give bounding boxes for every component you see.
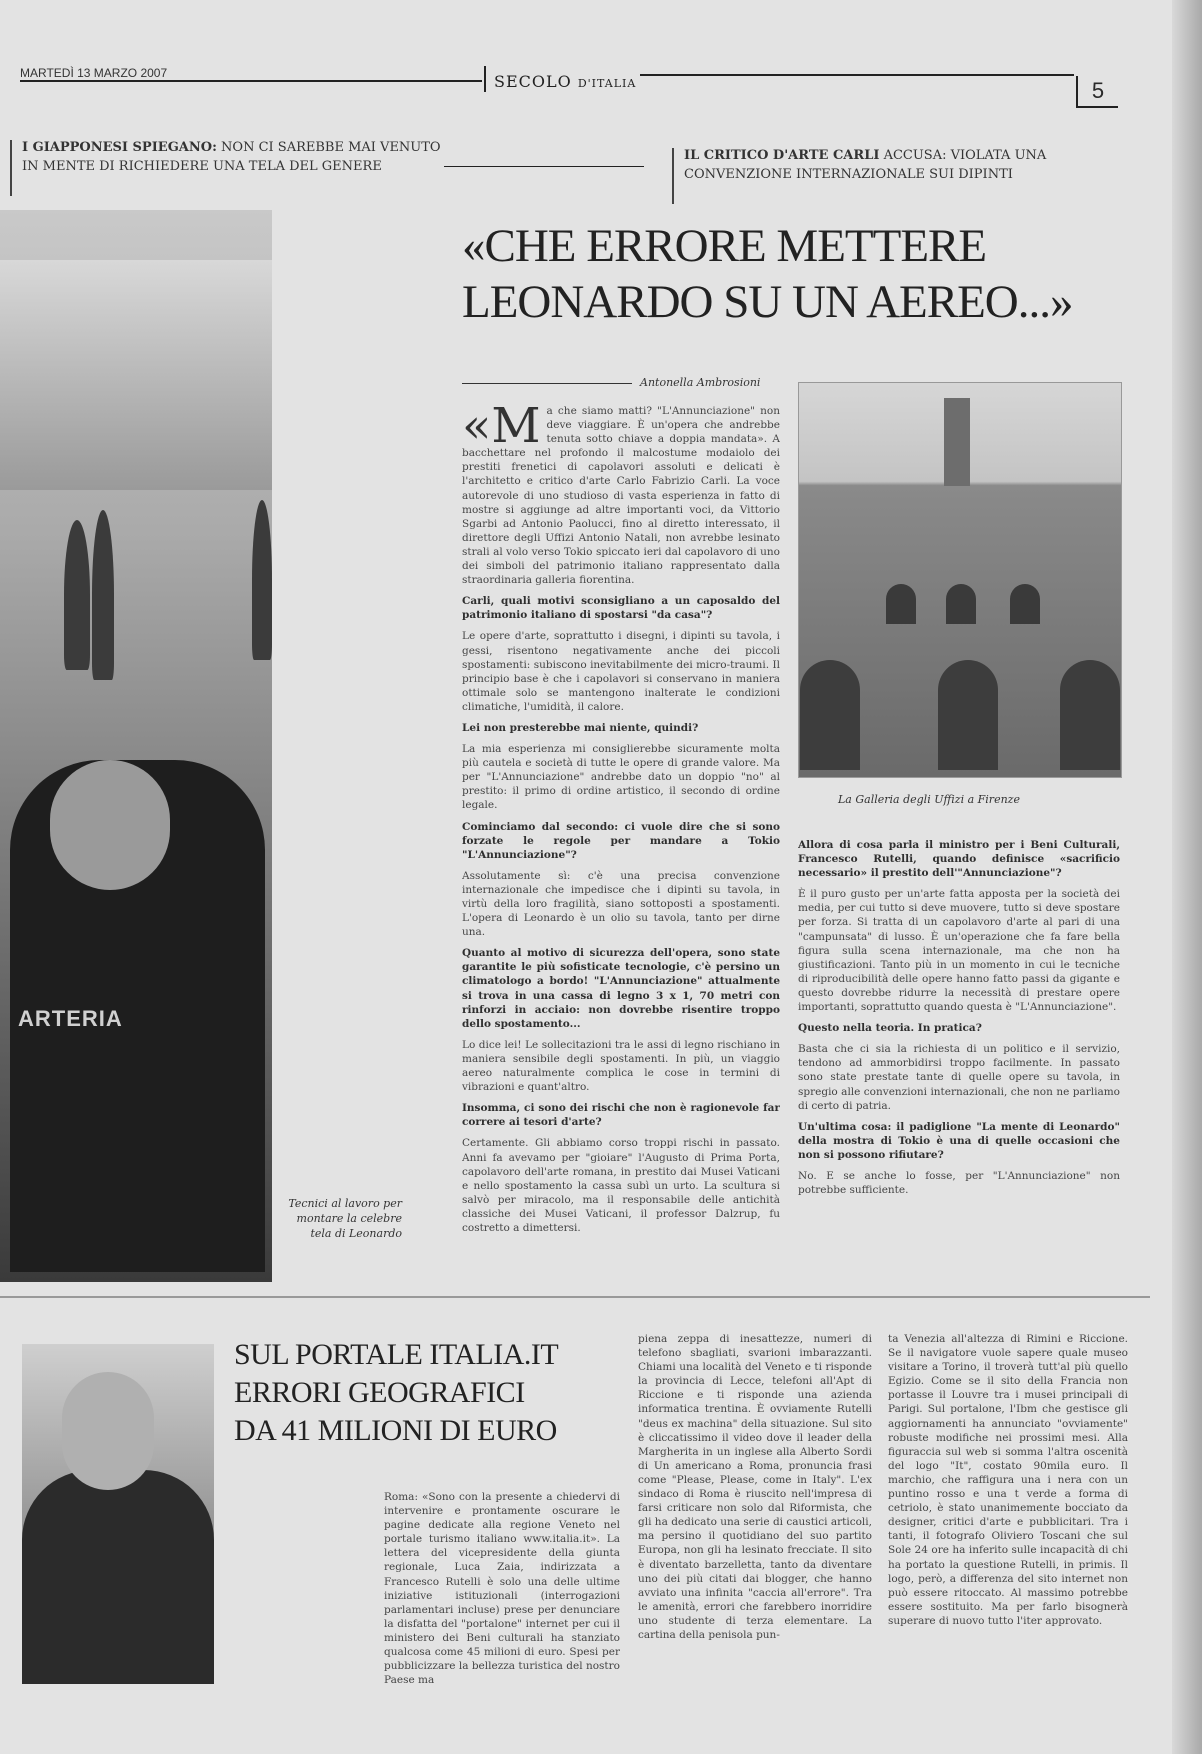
question-2: Lei non presterebbe mai niente, quindi?: [462, 721, 699, 734]
intro-text: a che siamo matti? "L'Annunciazione" non deve viaggiare. È un'opera che andrebbe tenuta sotto chiave a doppia mandata». A bacchettare nel profondo il malcostume modaiolo dei prestiti frenetici di capolavori assoluti e delicati è l'architetto e critico d'arte Carlo Fabrizio Carli. La voce autorevole di uno studioso di vasta esperienza in fatto di mostre si aggiunge ad altre importanti voci, da Vittorio Sgarbi ad Antonio Paolucci, fino al diretto interessato, il direttore degli Uffizi Antonio Natali, non avrebbe lesinato strali al volo verso Tokio spiccato ieri dal capolavoro di uno dei simboli del patrimonio italiano rappresentato dalla straordinaria galleria fiorentina.: [462, 405, 780, 587]
painted-cypress: [64, 520, 90, 670]
bottom-text-3: ta Venezia all'altezza di Rimini e Riccione. Se il navigatore vuole sapere quale museo visitare a Torino, il troverà tutt'al più quello Egizio. Come se il sito della Francia non portasse il Louvre tra i musei principali di Parigi. Sul portalone, l'Ibm che gestisce gli aggiornamenti ha annunciato "ovviamente" robuste modifiche nei prossimi mesi. Alla figuraccia sul web si somma l'altra oscenità del logo "It", costato 90mila euro. Il marchio, che raffigura una i nera con un puntino rosso e una t verde a forma di cetriolo, è stato unanimemente bocciato da designer, critici d'arte e pubblicitari. Tra i tanti, il fotografo Oliviero Toscani che sul Sole 24 ore ha inferito sulle incapacità di chi ha portato la questione Rutelli, in primis. Il logo, però, a differenza del sito internet non può essere ritoccato. Al massimo potrebbe essere sostituito. Ma per farlo bisognerà superare di nuovo tutto l'iter approvato.: [888, 1333, 1128, 1627]
headline-line-1: «CHE ERRORE METTERE: [462, 220, 987, 272]
header-rule-right: [640, 74, 1074, 76]
portico-arch: [1060, 660, 1120, 770]
bottom-headline-line-3: DA 41 MILIONI DI EURO: [234, 1414, 557, 1447]
kicker-bar: [672, 148, 674, 204]
politician-figure: [22, 1470, 214, 1684]
photo-left-caption: Tecnici al lavoro per montare la celebre tela di Leonardo: [288, 1197, 402, 1240]
kicker-right-text: ACCUSA: VIOLATA UNA CONVENZIONE INTERNAZIONALE SUI DIPINTI: [684, 148, 1047, 182]
byline: Antonella Ambrosioni: [640, 376, 761, 389]
answer-7: Basta che ci sia la richiesta di un politico e il servizio, tendono ad ammorbidirsi troppo facilmente. In passato sono state prestate tante di quelle opere su tavola, in spregio alle convenzioni internazionali, che non ne parliamo di certo di patria.: [798, 1043, 1120, 1112]
painting-frame: [0, 260, 272, 490]
answer-4: Lo dice lei! Le sollecitazioni tra le assi di legno rischiano in maniera sensibile degli spostamenti. In più, un viaggio aereo naturalmente complica le cose in termini di vibrazioni e quant'altro.: [462, 1038, 780, 1094]
portico-arch: [800, 660, 860, 770]
section-divider: [0, 1296, 1150, 1298]
jacket-lettering: ARTERIA: [18, 1006, 123, 1031]
question-7: Questo nella teoria. In pratica?: [798, 1022, 982, 1035]
palazzo-vecchio-tower: [944, 398, 970, 486]
answer-8: No. E se anche lo fosse, per "L'Annunciazione" non potrebbe sufficiente.: [798, 1169, 1120, 1197]
issue-date: MARTEDÌ 13 MARZO 2007: [20, 66, 168, 80]
answer-2: La mia esperienza mi consiglierebbe sicuramente molta più cautela e società di tutte le opere di grande valore. Ma per "L'Annunciazione" andrebbe dato un doppio "no" al prestito: il primo di ordine artistico, il secondo di ordine legale.: [462, 743, 780, 812]
answer-1: Le opere d'arte, soprattutto i disegni, i dipinti su tavola, i gessi, risentono negativamente anche dei piccoli spostamenti: subiscono inevitabilmente dei micro-traumi. Il principio base è che i capolavori si conservano in maniera ottimale solo se mantengono inalterate le condizioni climatiche, l'umidità, il calore.: [462, 630, 780, 713]
answer-5: Certamente. Gli abbiamo corso troppi rischi in passato. Anni fa avevamo per "gioiare" l'Augusto di Prima Porta, capolavoro dell'arte romana, in prestito dai Musei Vaticani e nello spostamento la cassa subì un urto. La scultura si salvò per miracolo, ma il responsabile delle antichità classiche dei Musei Vaticani, il professor Dalzrup, fu costretto a dimettersi.: [462, 1137, 780, 1234]
answer-6: È il puro gusto per un'arte fatta apposta per la società dei media, per cui tutto si deve muovere, tutto si deve spostare per forza. Si tratta di un capolavoro d'arte al pari di una "campunsata" di lusso. È un'operazione che fa fare bella figura sulla scena internazionale, ma che non ha giustificazioni. Tanto più in un momento in cui le tecniche di riproducibilità delle opere hanno fatto passi da gigante e questo dovrebbe ridurre la necessità di prestare opere importanti, soprattutto quando questa è "L'Annunciazione".: [798, 888, 1120, 1014]
page-number: 5: [1076, 76, 1118, 108]
header-rule-left: [20, 80, 482, 82]
kicker-right-bold: IL CRITICO D'ARTE CARLI: [684, 148, 880, 163]
bottom-column-3: [888, 1332, 1128, 1734]
answer-3: Assolutamente sì: c'è una precisa convenzione internazionale che impedisce che i dipinti su tavola, in virtù della loro fragilità, siano sottoposti a spostamenti. L'opera di Leonardo è un olio su tavola, tanto per dirne una.: [462, 869, 780, 939]
page-edge-shadow: [1172, 0, 1202, 1754]
masthead: [494, 72, 636, 91]
article-column-1: [462, 404, 780, 1270]
kicker-rule: [444, 166, 644, 167]
painted-cypress: [252, 500, 272, 660]
portico-arch: [938, 660, 998, 770]
article-intro: [462, 404, 780, 587]
kicker-bar: [10, 140, 12, 196]
article-column-2: [798, 838, 1120, 1270]
question-8: Un'ultima cosa: il padiglione "La mente di Leonardo" della mostra di Tokio è una di quelle occasioni che non si possono rifiutare?: [798, 1120, 1120, 1161]
headline-line-2: LEONARDO SU UN AEREO...»: [462, 276, 1073, 328]
dropcap: «M: [462, 404, 541, 454]
bottom-column-2: [638, 1332, 872, 1734]
question-4: Quanto al motivo di sicurezza dell'opera, sono state garantite le più sofisticate tecnologie, c'è persino un climatologo a bordo! "L'Annunciazione" attualmente si trova in una cassa di legno 3 x 1, 70 metri con rinforzi in acciaio: non dovrebbe risentire troppo dello spostamento...: [462, 947, 780, 1030]
bottom-text-1: Roma: «Sono con la presente a chiedervi di intervenire e prontamente oscurare le pagine dedicate alla regione Veneto nel portale turismo italiano www.italia.it». La lettera del vicepresidente della giunta regionale, Luca Zaia, indirizzata a Francesco Rutelli è solo una delle ultime iniziative istituzionali (interrogazioni parlamentari incluse) prese per denunciare la disfatta del "portalone" internet per cui il ministero dei Beni culturali ha stanziato qualcosa come 45 milioni di euro. Spesi per pubblicizzare la bellezza turistica del nostro Paese ma: [384, 1491, 620, 1687]
question-1: Carli, quali motivi sconsigliano a un caposaldo del patrimonio italiano di spostarsi "da casa"?: [462, 595, 780, 622]
question-3: Cominciamo dal secondo: ci vuole dire che si sono forzate le regole per mandare a Tokio "L'Annunciazione"?: [462, 820, 780, 861]
bottom-headline-line-1: SUL PORTALE ITALIA.IT: [234, 1338, 559, 1371]
bottom-headline-line-2: ERRORI GEOGRAFICI: [234, 1376, 525, 1409]
painted-cypress: [92, 510, 114, 680]
article-headline: [462, 218, 1073, 330]
masthead-main: SECOLO: [494, 72, 572, 91]
bottom-text-2: piena zeppa di inesattezze, numeri di telefono sbagliati, svarioni imbarazzanti. Chiami una località del Veneto e ti risponde la provincia di Lecce, telefoni all'Apt di Riccione e ti risponde una azienda informatica trentina. È ovviamente Rutelli "deus ex machina" della situazione. Sul sito è cliccatissimo il video dove il leader della Margherita in un inglese alla Alberto Sordi di Un americano a Roma, pronuncia frasi come "Please, Please, come in Italy". L'ex sindaco di Roma è riuscito nell'impresa di farsi criticare non solo dal Riformista, che gli ha dedicato una serie di caustici articoli, ma persino il quotidiano del suo partito Europa, non gli ha lesinato frecciate. Il sito è diventato barzelletta, tanto da diventare uno dei più citati dai blogger, che hanno avviato una infinita "caccia all'errore". Tra le amenità, errori che farebbero inorridire uno studente di terza elementare. La cartina della penisola pun-: [638, 1333, 872, 1641]
header-divider: [484, 66, 486, 92]
masthead-sub: D'ITALIA: [577, 77, 637, 90]
bottom-column-1: [384, 1490, 620, 1734]
photo-right-caption: La Galleria degli Uffizi a Firenze: [838, 793, 1020, 806]
byline-rule: [462, 383, 632, 384]
kicker-left-text: NON CI SAREBBE MAI VENUTO IN MENTE DI RICHIEDERE UNA TELA DEL GENERE: [22, 140, 441, 174]
kicker-left-bold: I GIAPPONESI SPIEGANO:: [22, 140, 217, 155]
kicker-right: [684, 146, 1084, 184]
facade-window: [946, 584, 976, 624]
kicker-left: [22, 138, 442, 176]
worker-head: [50, 760, 170, 890]
politician-head: [62, 1372, 154, 1490]
facade-window: [1010, 584, 1040, 624]
bottom-headline: [234, 1336, 558, 1450]
facade-window: [886, 584, 916, 624]
question-6: Allora di cosa parla il ministro per i Beni Culturali, Francesco Rutelli, quando definisce «sacrificio necessario» il prestito dell'"Annunciazione"?: [798, 839, 1120, 880]
question-5: Insomma, ci sono dei rischi che non è ragionevole far correre ai tesori d'arte?: [462, 1102, 780, 1129]
